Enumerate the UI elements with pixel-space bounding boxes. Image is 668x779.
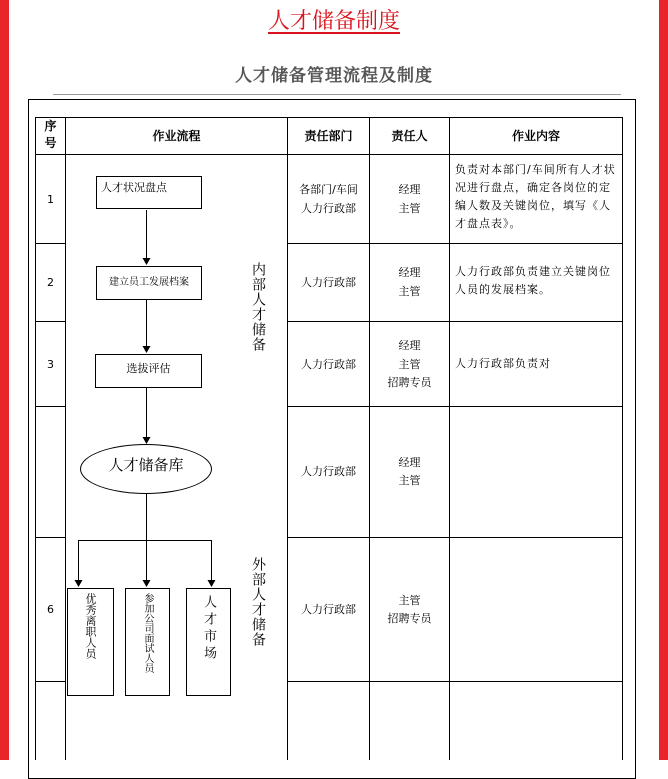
header-person: 责任人 [391,129,428,143]
row-1-dept-2: 人力行政部 [301,202,356,215]
row-2-no: 2 [47,276,54,289]
row-1-no: 1 [47,193,54,206]
page-title: 人才储备制度 [267,9,400,34]
row-3-dept-1: 人力行政部 [301,358,356,371]
flow-step-archive: 建立员工发展档案 [96,266,202,300]
row-4-dept-1: 人力行政部 [301,465,356,478]
internal-reserve-label: 内部人才储备 [250,262,266,352]
row-6-dept-2: 人力行政部 [301,603,356,616]
row-3-person-2: 主管 [398,358,421,371]
row-1-dept-1: 各部门/车间 [299,183,358,196]
header-content: 作业内容 [511,129,560,143]
flow-source-former-staff: 优秀离职人员 [67,588,114,696]
external-reserve-label: 外部人才储备 [250,557,266,647]
row-2-dept-1: 人力行政部 [301,276,356,289]
header-seq: 序号 [44,119,57,150]
row-2-content: 人力行政部负责建立关键岗位人员的发展档案。 [455,265,611,296]
document-subtitle: 人才储备管理流程及制度 [235,66,433,86]
flow-source-interviewees: 参加公司面试人员 [125,588,170,696]
row-1-content: 负责对本部门/车间所有人才状况进行盘点，确定各岗位的定编人数及关键岗位，填写《人才盘点表》。 [455,163,616,230]
row-3-content: 人力行政部负责对 [455,357,551,370]
row-2-person-2: 主管 [398,285,421,298]
header-flow: 作业流程 [152,129,201,143]
row-3-person-3: 招聘专员 [387,376,432,389]
row-3-person-1: 经理 [398,339,421,352]
row-1-person-2: 主管 [398,202,421,215]
row-6-person-2: 招聘专员 [387,612,432,625]
flow-talent-pool: 人才储备库 [80,444,212,494]
flow-source-talent-market: 人才市场 [186,588,231,696]
flow-step-inventory: 人才状况盘点 [96,176,202,209]
flow-step-assessment: 选拔评估 [95,354,202,388]
header-department: 责任部门 [304,129,353,143]
row-2-person-1: 经理 [398,266,421,279]
row-4-person-2: 主管 [398,474,421,487]
row-4-person-1: 经理 [398,456,421,469]
row-3-no: 3 [47,358,54,371]
row-1-person-1: 经理 [398,183,421,196]
row-6-no: 6 [47,603,54,616]
row-6-person-1: 主管 [398,594,421,607]
